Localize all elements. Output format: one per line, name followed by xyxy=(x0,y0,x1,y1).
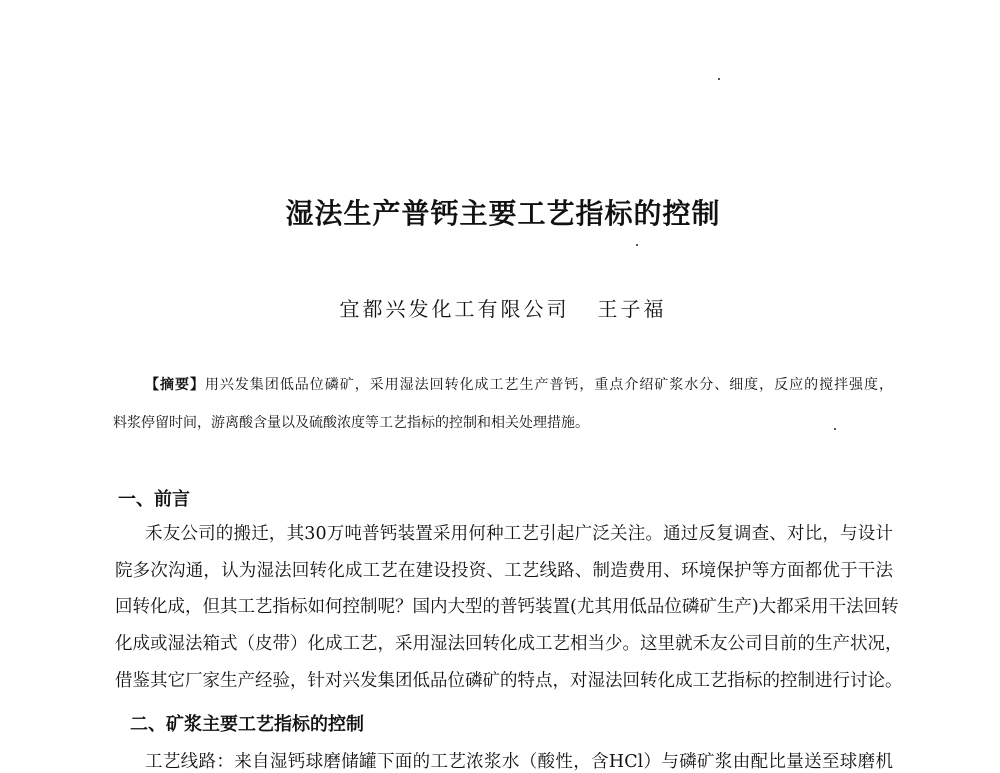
section-heading-preface: 一、前言 xyxy=(118,489,190,510)
scan-speck xyxy=(718,78,720,80)
scan-speck xyxy=(636,244,638,246)
author-line xyxy=(0,293,1000,322)
section-heading-slurry: 二、矿浆主要工艺指标的控制 xyxy=(130,714,364,735)
document-title: 湿法生产普钙主要工艺指标的控制 xyxy=(285,197,721,230)
paragraph-line: 院多次沟通，认为湿法回转化成工艺在建设投资、工艺线路、制造费用、环境保护等方面都优于干法 xyxy=(115,561,893,581)
abstract-line-1 xyxy=(145,374,893,394)
abstract-line-2: 料浆停留时间，游离酸含量以及硫酸浓度等工艺指标的控制和相关处理措施。 xyxy=(113,415,589,431)
abstract-text: 用兴发集团低品位磷矿，采用湿法回转化成工艺生产普钙，重点介绍矿浆水分、细度，反应的搅拌强度， xyxy=(204,377,894,393)
author-organization: 宜都兴发化工有限公司 xyxy=(339,297,570,321)
paragraph-line: 回转化成，但其工艺指标如何控制呢？国内大型的普钙装置(尤其用低品位磷矿生产)大都采用干法回转 xyxy=(115,597,899,617)
paragraph-line: 化成或湿法箱式（皮带）化成工艺，采用湿法回转化成工艺相当少。这里就禾友公司目前的生产状况， xyxy=(115,634,903,654)
paragraph-line: 借鉴其它厂家生产经验，针对兴发集团低品位磷矿的特点，对湿法回转化成工艺指标的控制进行讨论。 xyxy=(115,671,903,691)
author-name: 王子福 xyxy=(597,297,667,321)
paragraph-line: 禾友公司的搬迁，其30万吨普钙装置采用何种工艺引起广泛关注。通过反复调查、对比，与设计 xyxy=(145,524,893,544)
abstract-label: 【摘要】 xyxy=(145,377,205,393)
scan-speck xyxy=(834,428,836,430)
paragraph-line: 工艺线路：来自湿钙球磨储罐下面的工艺浓浆水（酸性，含HCl）与磷矿浆由配比量送至球磨机 xyxy=(145,752,893,772)
